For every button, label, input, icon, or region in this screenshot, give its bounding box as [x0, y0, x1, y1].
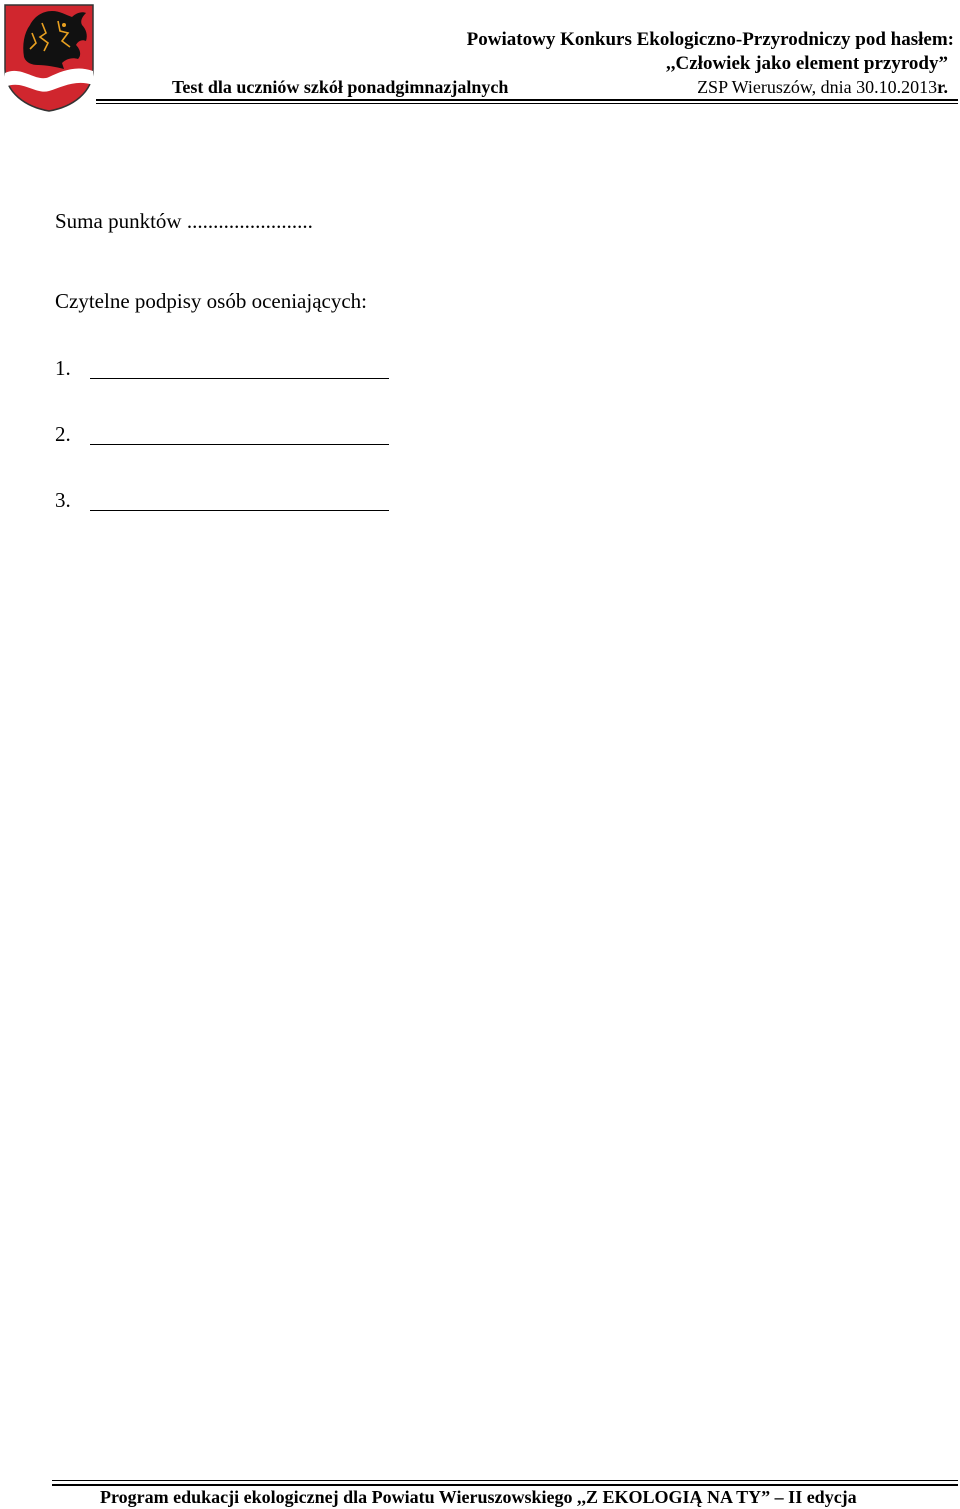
contest-title: Powiatowy Konkurs Ekologiczno-Przyrodniczy pod hasłem:	[466, 29, 954, 50]
signature-row	[55, 488, 395, 518]
signature-number: 1.	[55, 356, 71, 380]
place-and-date	[697, 77, 948, 98]
test-audience: Test dla uczniów szkół ponadgimnazjalnych	[172, 77, 509, 97]
signatures-heading: Czytelne podpisy osób oceniających:	[55, 289, 367, 313]
contest-motto: ,,Człowiek jako element przyrody”	[666, 53, 948, 74]
place-date-text: ZSP Wieruszów, dnia 30.10.2013	[697, 77, 938, 97]
footer-rule-top	[52, 1480, 958, 1481]
signature-line	[90, 378, 389, 379]
signature-line	[90, 510, 389, 511]
score-label: Suma punktów ........................	[55, 209, 313, 233]
header-rule-top	[96, 99, 958, 101]
signature-number: 3.	[55, 488, 71, 512]
footer-rule-bottom	[52, 1484, 958, 1486]
footer-program-text: Program edukacji ekologicznej dla Powiatu Wieruszowskiego ,,Z EKOLOGIĄ NA TY” – II edycja	[100, 1487, 857, 1507]
signature-row	[55, 422, 395, 452]
signature-line	[90, 444, 389, 445]
signature-row	[55, 356, 395, 386]
coat-of-arms-logo	[2, 3, 96, 113]
place-date-suffix: r.	[937, 77, 948, 97]
header-rule-bottom	[96, 103, 958, 104]
signature-number: 2.	[55, 422, 71, 446]
